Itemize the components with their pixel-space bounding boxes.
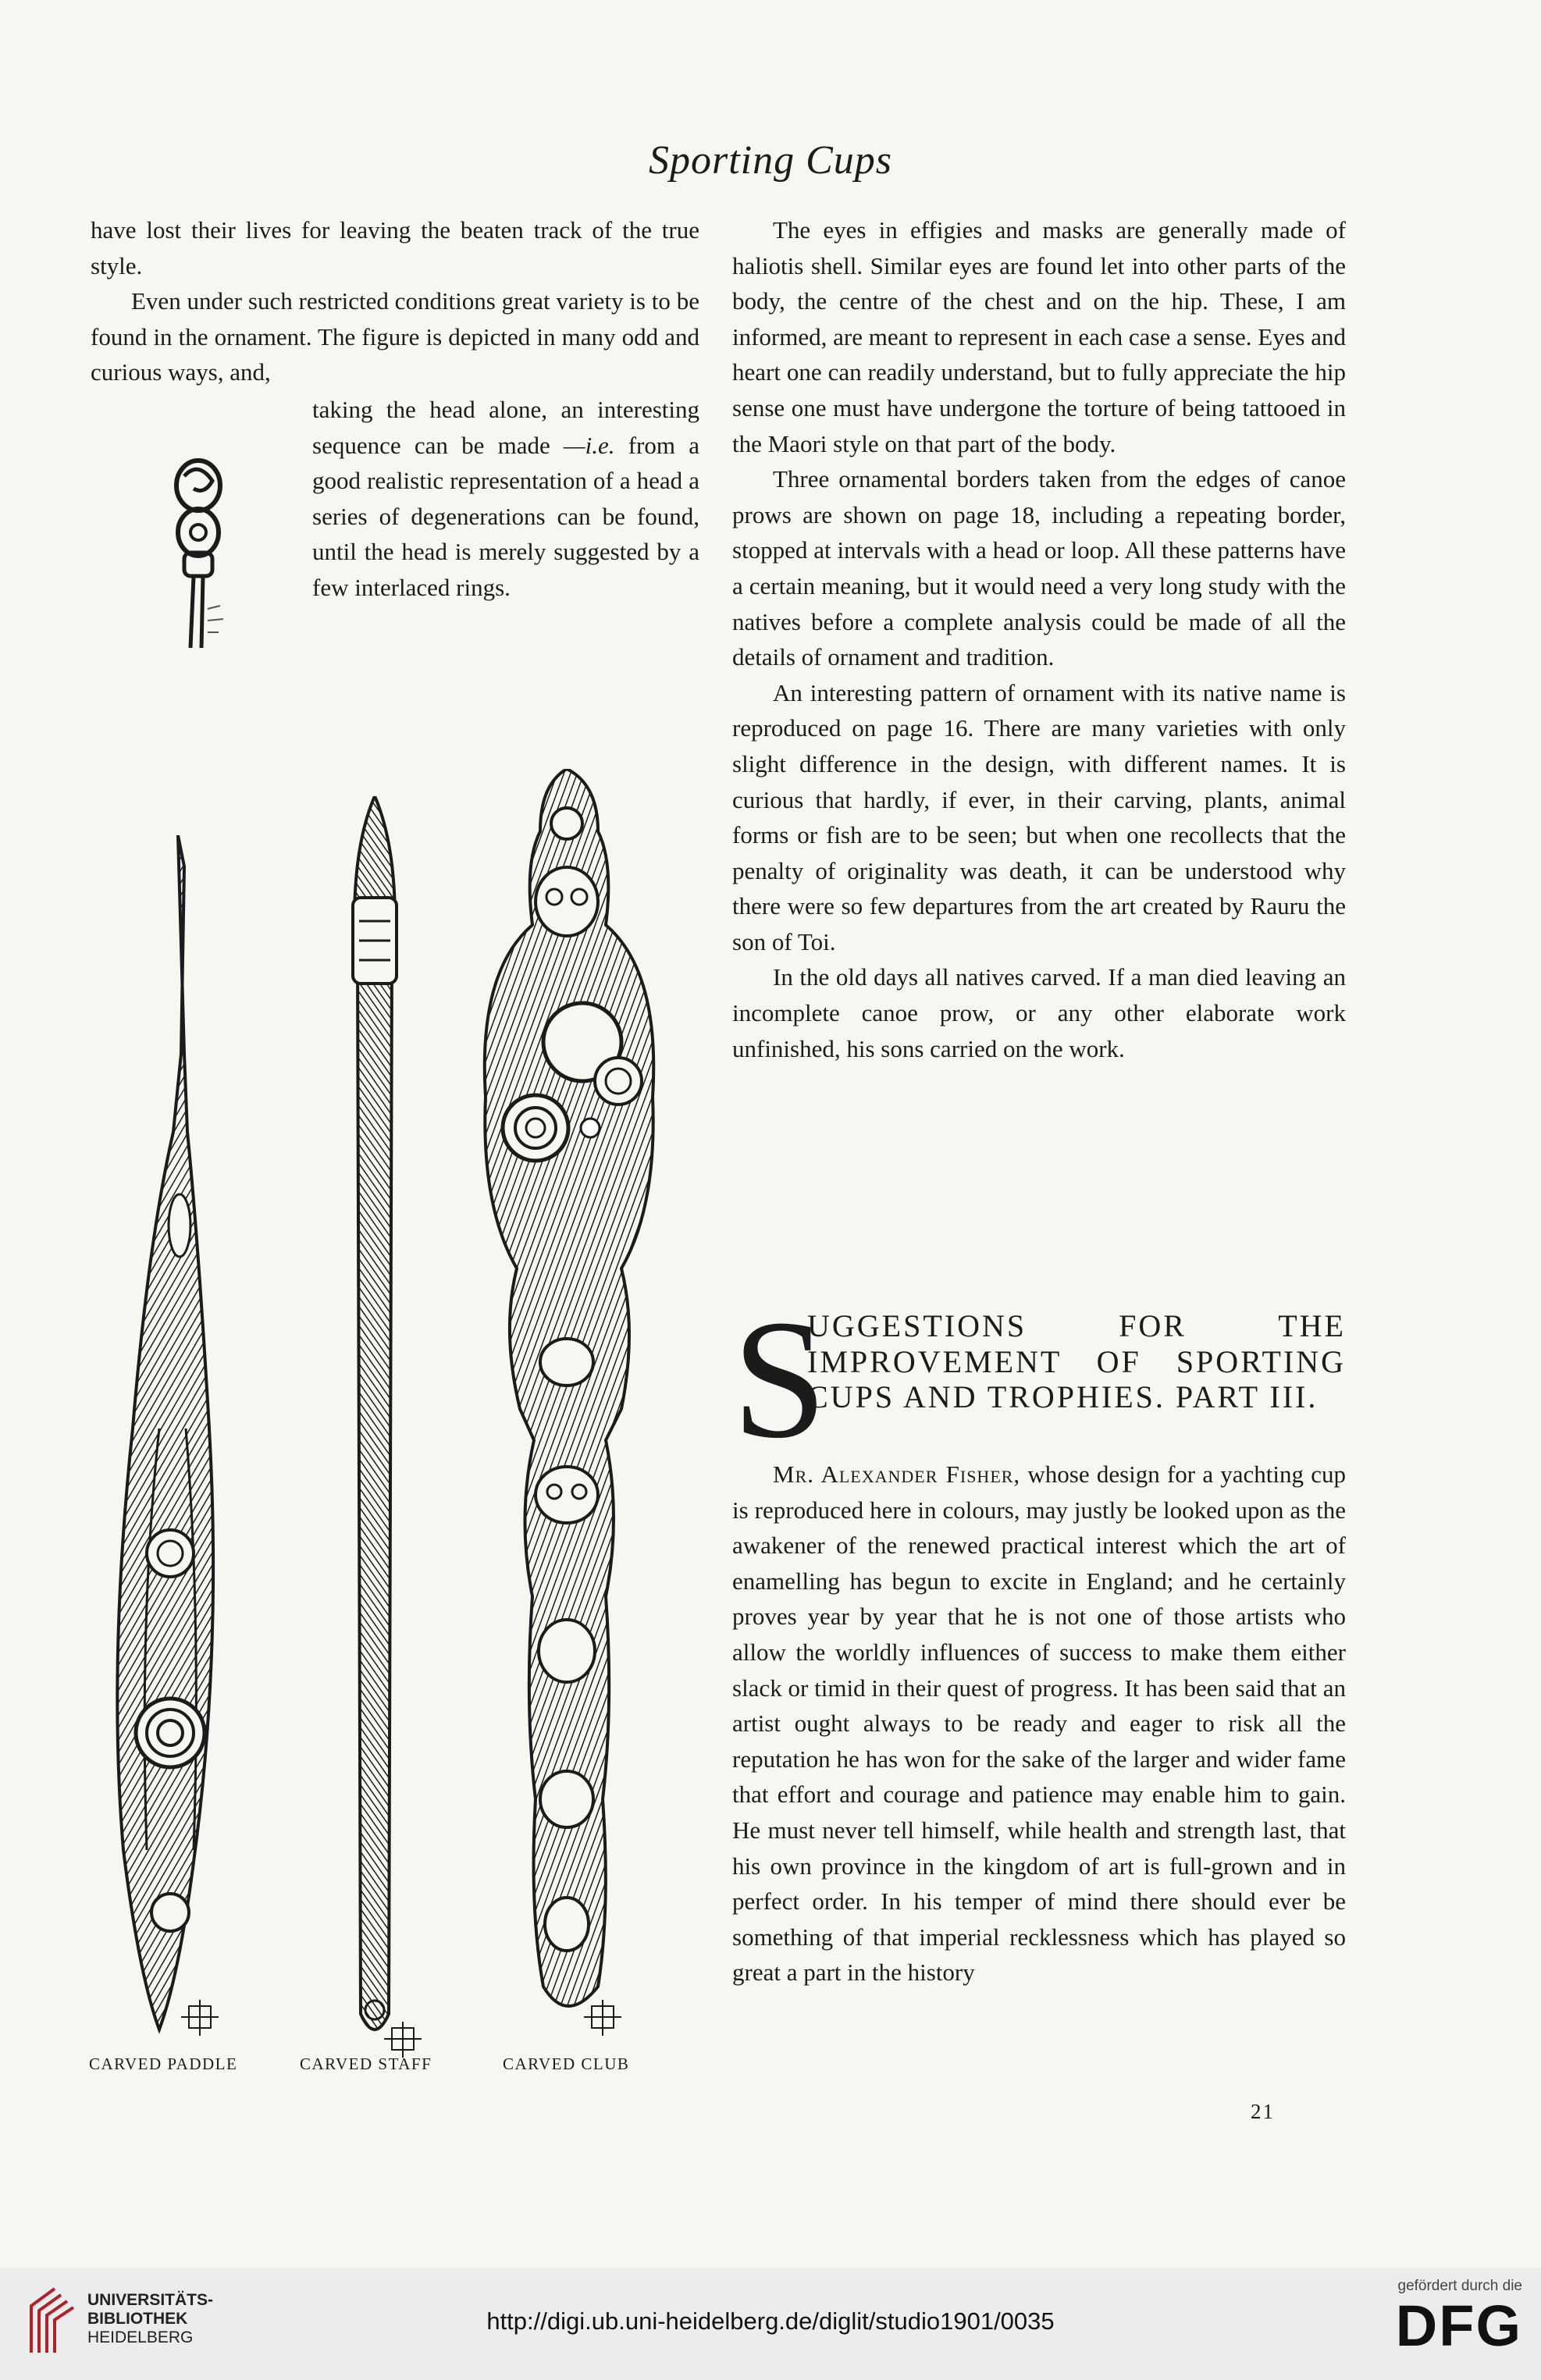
carved-paddle-illustration [92, 835, 248, 2037]
author-name: Mr. Alexander Fisher, [773, 1460, 1021, 1488]
library-name-line: HEIDELBERG [87, 2328, 194, 2346]
right-paragraph [732, 1457, 1346, 1990]
monogram-mark [176, 1998, 223, 2037]
left-paragraph: have lost their lives for leaving the beaten track of the true style. [91, 216, 699, 279]
funder-block [1396, 2278, 1522, 2357]
running-head: Sporting Cups [648, 138, 893, 183]
section-heading-text: UGGESTIONS FOR THE IMPROVEMENT OF SPORTING CUPS AND TROPHIES. PART III. [807, 1308, 1346, 1415]
caption-carved-staff: CARVED STAFF [300, 2054, 432, 2073]
left-column-wrapped-text [312, 392, 699, 606]
dropcap-letter: S [732, 1286, 827, 1474]
right-paragraph: An interesting pattern of ornament with its native name is reproduced on page 16. There are many varieties with only slight difference in the design, with different names. It is curious that hardly, if ever, in their carving, plants, animal forms or fish are to be seen; but when one recollects that the penalty of originality was death, it can be understood why there were so few departures from the art created by Rauru the son of Toi. [732, 678, 1346, 955]
library-name-line: BIBLIOTHEK [87, 2310, 188, 2328]
wrap-text-italic: —i.e. [564, 431, 615, 459]
head-ring-illustration [153, 453, 247, 657]
carved-staff-illustration [328, 796, 422, 2045]
funder-text: gefördert durch die [1397, 2278, 1522, 2294]
left-column [91, 212, 699, 390]
right-paragraph: Three ornamental borders taken from the edges of canoe prows are shown on page 18, including a repeating border, stopped at intervals with a head or loop. All these patterns have a certain meaning, but it would need a very long study with the natives before a complete analysis could be made of all the details of ornament and tradition. [732, 465, 1346, 671]
library-name-line: UNIVERSITÄTS- [87, 2291, 214, 2309]
dfg-logo: DFG [1395, 2293, 1522, 2358]
monogram-mark [379, 2020, 426, 2059]
right-paragraph: In the old days all natives carved. If a man died leaving an incomplete canoe prow, or any other elaborate work unfinished, his sons carried on the work. [732, 963, 1346, 1062]
right-paragraph: The eyes in effigies and masks are generally made of haliotis shell. Similar eyes are found let into other parts of the body, the centre of the chest and on the hip. These, I am informed, are meant to represent in each case a sense. Eyes and heart one can readily understand, but to fully appreciate the hip sense one must have undergone the torture of being tattooed in the Maori style on that part of the body. [732, 216, 1346, 457]
page-number: 21 [1251, 2100, 1275, 2123]
permalink-url[interactable]: http://digi.ub.uni-heidelberg.de/diglit/studio1901/0035 [486, 2307, 1055, 2335]
right-column [732, 212, 1346, 1066]
caption-carved-paddle: CARVED PADDLE [89, 2054, 238, 2073]
paragraph-body: whose design for a yachting cup is reproduced here in colours, may justly be looked upon as the awakener of the renewed practical interest which the art of enamelling has begun to excite in England; and he certainly proves year by year that he is not one of those artists who allow the worldly influences of success to make them either slack or timid in their quest of progress. It has been said that an artist ought always to be ready and eager to risk all the reputation he has won for the sake of the larger and wider fame that effort and courage and patience may enable him to gain. He must never tell himself, while health and strength last, that his own province in the kingdom of art is full-grown and in perfect order. In his temper of mind there should ever be something of that imperial recklessness which has played so great a part in the history [732, 1460, 1346, 1987]
right-column-continued [732, 1457, 1346, 1990]
monogram-mark [579, 1998, 626, 2037]
wrap-text-start: taking the head alone, an interesting sequence can be made [312, 396, 699, 459]
left-paragraph: Even under such restricted conditions great variety is to be found in the ornament. The figure is depicted in many odd and curious ways, and, [91, 287, 699, 386]
caption-carved-club: CARVED CLUB [503, 2054, 630, 2073]
wrap-text-end: from a good realistic representation of a head a series of degenerations can be found, until the head is merely suggested by a few interlaced rings. [312, 431, 699, 601]
carved-club-illustration [465, 769, 668, 2033]
